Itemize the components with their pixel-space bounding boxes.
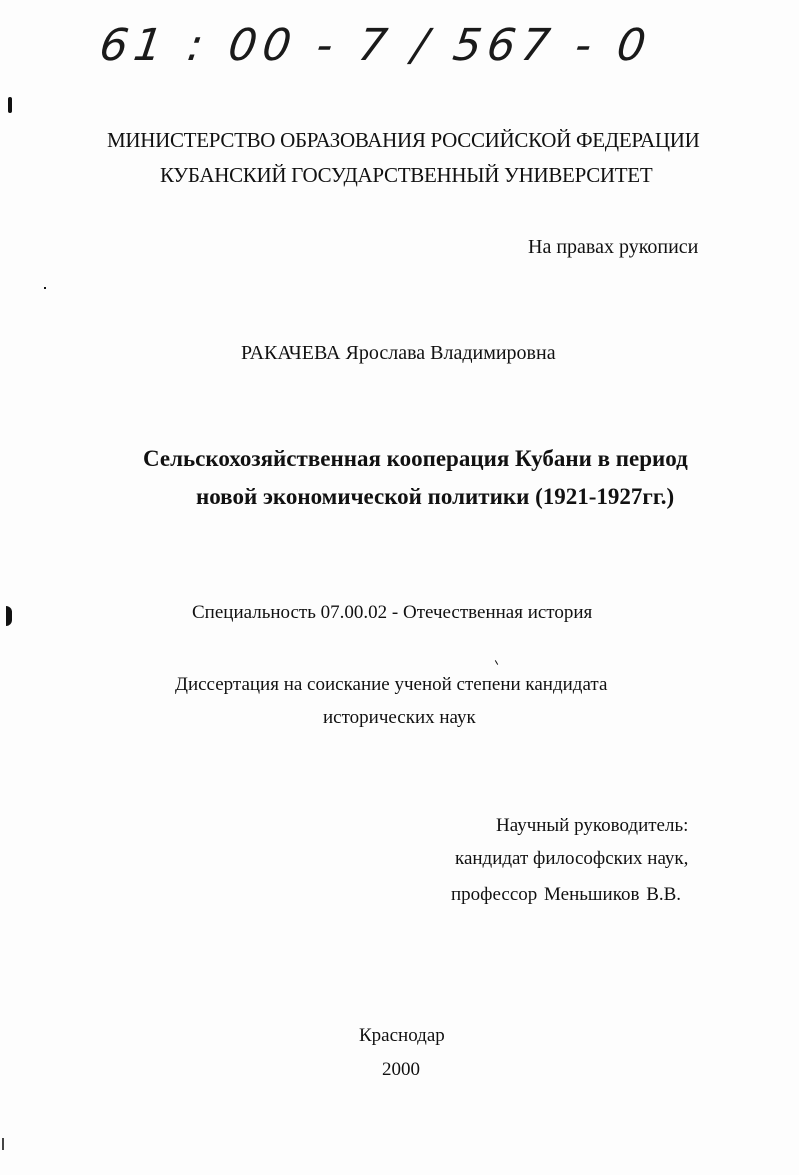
supervisor-label: Научный руководитель:: [496, 815, 689, 836]
dissertation-title-line-1: Сельскохозяйственная кооперация Кубани в период: [143, 446, 688, 471]
scan-speck: [44, 287, 46, 289]
manuscript-note: На правах рукописи: [528, 236, 699, 258]
ministry-heading: МИНИСТЕРСТВО ОБРАЗОВАНИЯ РОССИЙСКОЙ ФЕДЕРАЦИИ: [107, 128, 700, 152]
archive-code-handwritten: 61 : 00 - 7 / 567 - 0: [96, 20, 655, 71]
dissertation-title-line-2: новой экономической политики (1921-1927гг.): [196, 484, 675, 509]
year: 2000: [382, 1059, 420, 1080]
supervisor-name: профессор Меньшиков В.В.: [451, 884, 682, 905]
scan-mark: [2, 1138, 4, 1150]
degree-line-1: Диссертация на соискание ученой степени кандидата: [175, 674, 608, 695]
degree-line-2: исторических наук: [323, 707, 476, 728]
scan-speck: [495, 660, 498, 665]
speciality-line: Специальность 07.00.02 - Отечественная история: [192, 602, 593, 623]
university-heading: КУБАНСКИЙ ГОСУДАРСТВЕННЫЙ УНИВЕРСИТЕТ: [160, 163, 653, 187]
city: Краснодар: [359, 1025, 445, 1046]
supervisor-degree: кандидат философских наук,: [455, 848, 689, 869]
scan-mark: [8, 97, 12, 113]
scan-mark: [6, 606, 12, 626]
author-name: РАКАЧЕВА Ярослава Владимировна: [241, 342, 556, 364]
